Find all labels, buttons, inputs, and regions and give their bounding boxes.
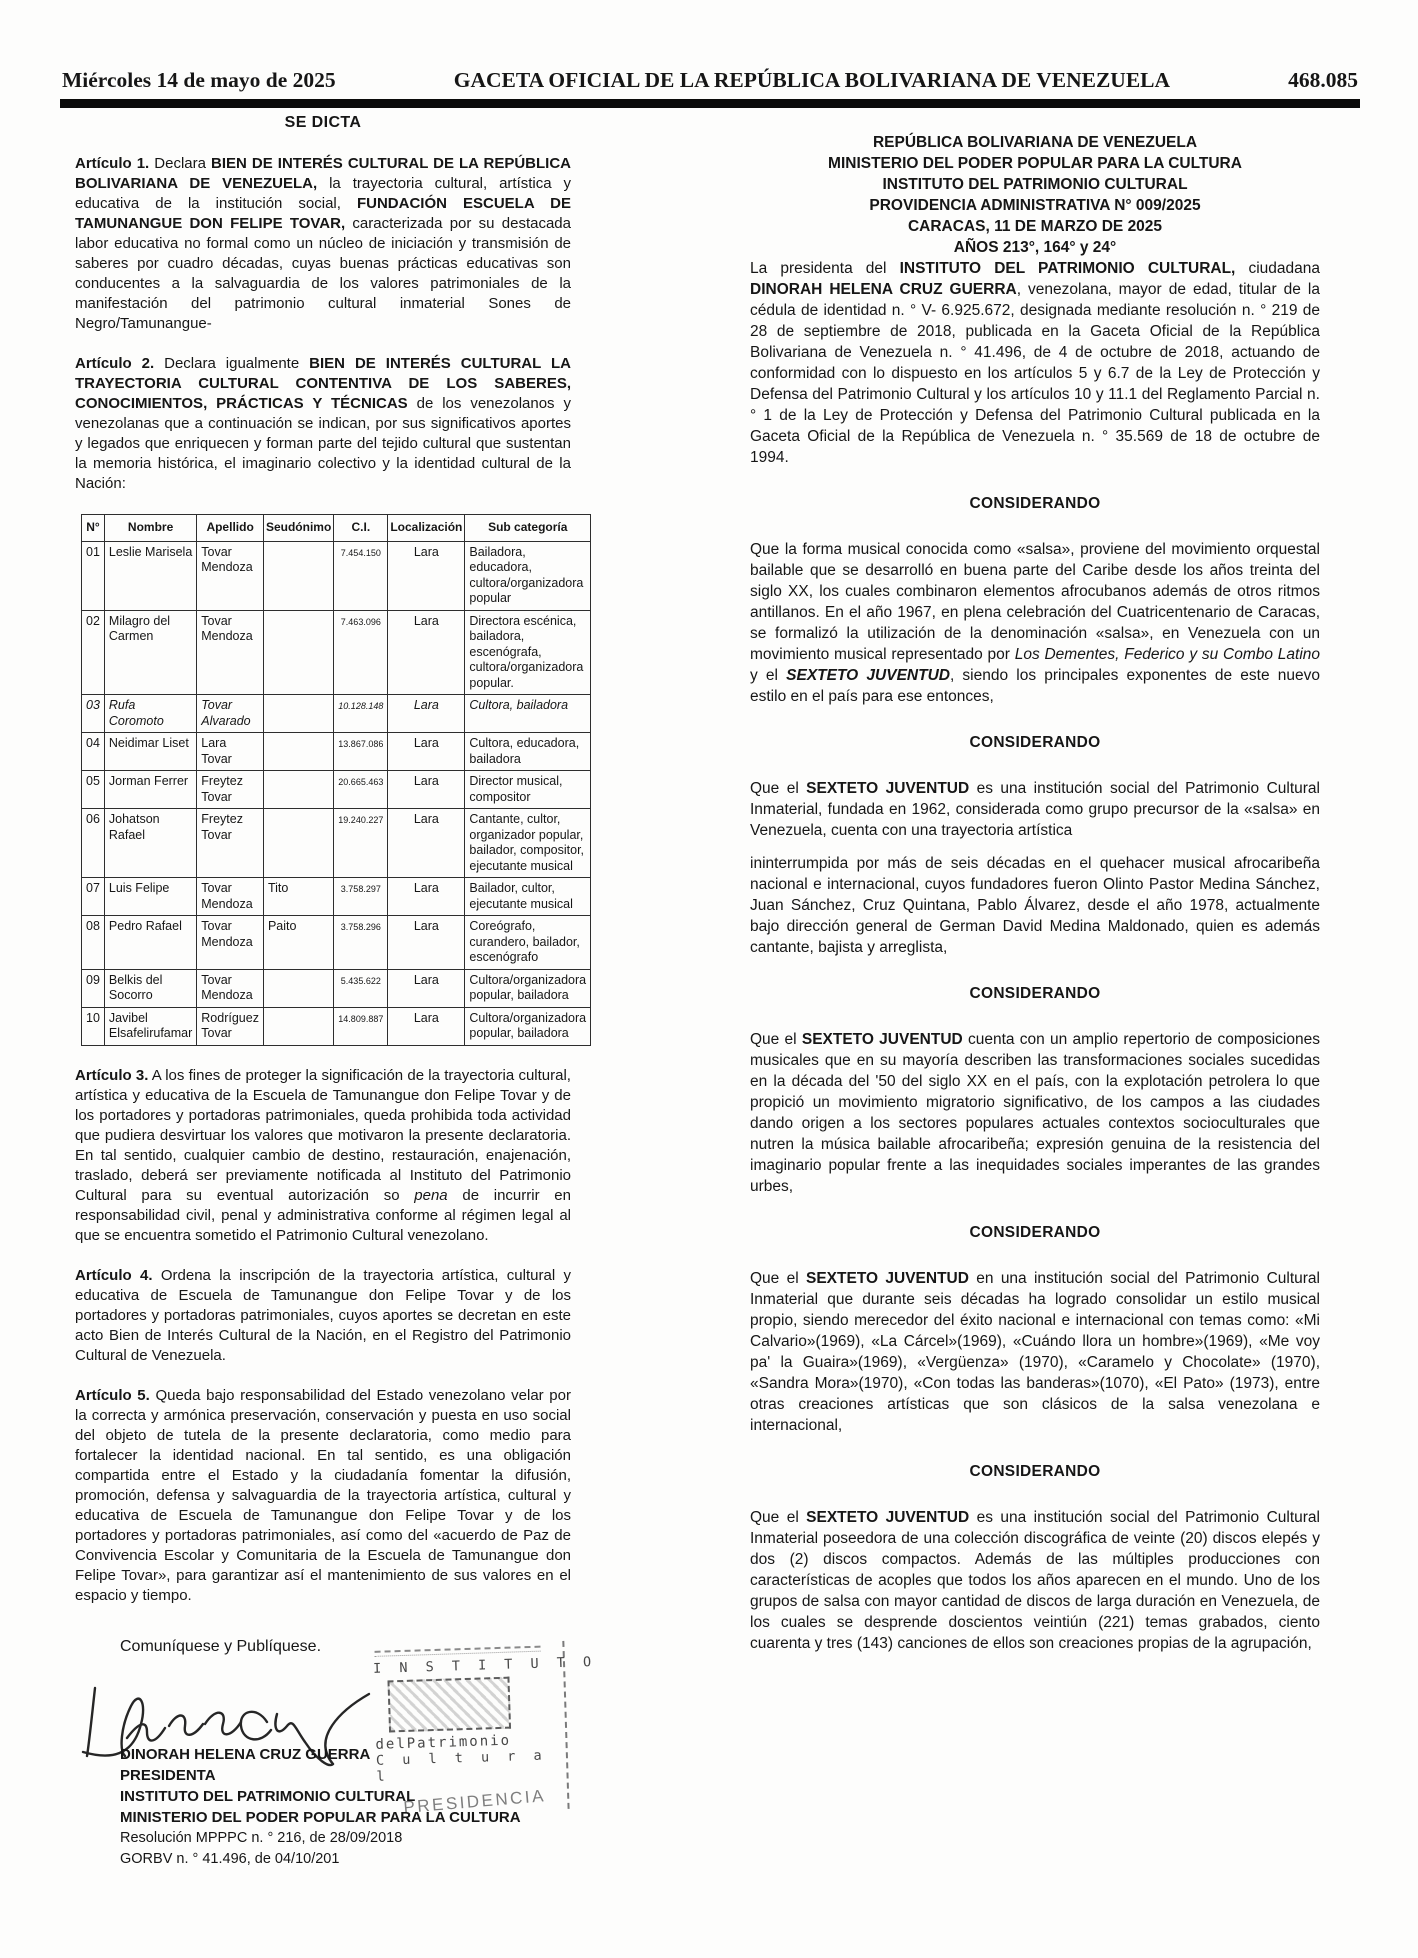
table-cell: Pedro Rafael xyxy=(104,916,196,970)
gazette-title: GACETA OFICIAL DE LA REPÚBLICA BOLIVARIANA DE VENEZUELA xyxy=(453,68,1171,92)
providencia-intro-paragraph xyxy=(750,258,1320,468)
table-cell: Lara xyxy=(388,771,465,809)
text-segment: es una institución social del Patrimonio Cultural Inmaterial, fundada en 1962, considerada como grupo precursor de la «salsa» en Venezuela, cuenta con una trayectoria artística xyxy=(750,780,1320,839)
signatory-title: PRESIDENTA xyxy=(120,1766,216,1784)
table-row xyxy=(82,695,591,733)
text-segment: ininterrumpida por más de seis décadas en el quehacer musical afrocaribeña nacional e internacional, cuyos fundadores fueron Olinto Pastor Medina Sánchez, Juan Sánchez, Cruz Quintana, Pablo Álvarez, desde el año 1978, actualmente bajo dirección general de German David Medina Maldonado, quien es además cantante, bajista y arreglista, xyxy=(750,855,1320,956)
stamp-presidencia-text: PRESIDENCIA xyxy=(402,1785,547,1817)
text-segment: Artículo 1. xyxy=(75,155,150,172)
right-column xyxy=(750,132,1320,1654)
table-cell: 3.758.297 xyxy=(334,878,388,916)
page-number: 468.085 xyxy=(1288,68,1358,92)
table-cell: Lara xyxy=(388,878,465,916)
text-segment: SEXTETO JUVENTUD xyxy=(806,1270,969,1287)
se-dicta-heading: SE DICTA xyxy=(284,114,362,131)
article-1-paragraph xyxy=(75,154,571,334)
table-cell: 10.128.148 xyxy=(334,695,388,733)
table-cell: 04 xyxy=(82,733,105,771)
table-cell xyxy=(263,695,333,733)
table-row xyxy=(82,541,591,610)
bearers-table xyxy=(81,514,591,1046)
table-cell: Tovar Mendoza xyxy=(197,541,264,610)
table-cell: Lara xyxy=(388,1007,465,1045)
text-segment: Que el xyxy=(750,1270,806,1287)
table-cell: Rufa Coromoto xyxy=(104,695,196,733)
text-segment: Artículo 4. xyxy=(75,1266,153,1284)
table-cell: Tito xyxy=(263,878,333,916)
table-row xyxy=(82,809,591,878)
signatory-institution: INSTITUTO DEL PATRIMONIO CULTURAL xyxy=(120,1787,416,1805)
text-segment: caracterizada por su destacada labor educativa no formal como un núcleo de iniciación y transmisión de saberes por cuadro décadas, cuyas buenas prácticas educativas son conducentes a la salvaguardia de los valores patrimoniales de la manifestación del patrimonio cultural inmaterial Sones de Negro/Tamunangue- xyxy=(75,215,571,332)
table-column-header: Nombre xyxy=(104,515,196,542)
considerando-paragraph xyxy=(750,853,1320,958)
table-row xyxy=(82,771,591,809)
text-segment: la trayectoria cultural, artística y educativa de la institución social, xyxy=(75,175,572,212)
signatory-ministry: MINISTERIO DEL PODER POPULAR PARA LA CULTURA xyxy=(120,1808,521,1826)
article-2-paragraph xyxy=(75,354,571,494)
table-cell: Director musical, compositor xyxy=(465,771,591,809)
text-segment: FUNDACIÓN ESCUELA DE TAMUNANGUE DON FELIPE TOVAR, xyxy=(75,195,571,232)
table-cell: Milagro del Carmen xyxy=(104,610,196,695)
text-segment: Que el xyxy=(750,780,807,797)
article-5-paragraph xyxy=(75,1386,571,1606)
text-segment: Artículo 3. xyxy=(75,1066,149,1084)
table-row xyxy=(82,1007,591,1045)
table-cell: Bailadora, educadora, cultora/organizadora popular xyxy=(465,541,591,610)
considerando-paragraph xyxy=(750,1268,1320,1436)
table-cell: Freytez Tovar xyxy=(197,809,264,878)
stamp-border-noise xyxy=(375,1645,541,1656)
table-cell: Freytez Tovar xyxy=(197,771,264,809)
text-segment: Artículo 5. xyxy=(75,1386,150,1404)
considerando-heading: CONSIDERANDO xyxy=(969,1463,1101,1480)
table-cell: 03 xyxy=(82,695,105,733)
table-cell xyxy=(263,1007,333,1045)
providencia-header-line: CARACAS, 11 DE MARZO DE 2025 xyxy=(907,218,1163,235)
table-cell: 08 xyxy=(82,916,105,970)
signatory-block xyxy=(120,1744,521,1870)
table-cell: 7.454.150 xyxy=(334,541,388,610)
considerando-heading: CONSIDERANDO xyxy=(969,495,1101,512)
text-segment: Declara igualmente xyxy=(154,355,310,372)
table-cell: 06 xyxy=(82,809,105,878)
table-cell: Lara xyxy=(388,610,465,695)
table-row xyxy=(82,969,591,1007)
table-row xyxy=(82,916,591,970)
table-cell: 09 xyxy=(82,969,105,1007)
considerando-heading: CONSIDERANDO xyxy=(969,1224,1101,1241)
table-cell: 13.867.086 xyxy=(334,733,388,771)
providencia-header-line: AÑOS 213°, 164° y 24° xyxy=(953,239,1117,256)
table-cell: 14.809.887 xyxy=(334,1007,388,1045)
table-cell: 3.758.296 xyxy=(334,916,388,970)
text-segment: , siendo los principales exponentes de este nuevo estilo en el país para ese entonces, xyxy=(750,667,1320,705)
text-segment: de los venezolanos y venezolanas que a continuación se indican, por sus significativos aportes y legados que enriquecen y forman parte del tejido cultural que sustentan la memoria histórica, el imaginario colectivo y la identidad cultural de la Nación: xyxy=(75,395,571,492)
table-row xyxy=(82,733,591,771)
table-cell: Rodríguez Tovar xyxy=(197,1007,264,1045)
table-column-header: Apellido xyxy=(197,515,264,542)
article-3-paragraph xyxy=(75,1066,571,1246)
text-segment: ciudadana xyxy=(1235,260,1321,277)
considerando-paragraph xyxy=(750,1029,1320,1197)
stamp-delpatrimonio-text: delPatrimonio xyxy=(375,1732,512,1753)
table-cell: 7.463.096 xyxy=(334,610,388,695)
stamp-cultural-text: C u l t u r a l xyxy=(375,1747,547,1785)
signature-zone xyxy=(75,1637,597,1958)
table-cell: Lara xyxy=(388,809,465,878)
closing-formula: Comuníquese y Publíquese. xyxy=(120,1637,322,1655)
providencia-header xyxy=(750,132,1320,258)
text-segment: DINORAH HELENA CRUZ GUERRA xyxy=(750,281,1017,298)
article-4-paragraph xyxy=(75,1266,571,1366)
table-cell: Lara xyxy=(388,916,465,970)
table-cell: Cultora, educadora, bailadora xyxy=(465,733,591,771)
table-column-header: Seudónimo xyxy=(263,515,333,542)
table-cell: Tovar Mendoza xyxy=(197,969,264,1007)
providencia-header-line: REPÚBLICA BOLIVARIANA DE VENEZUELA xyxy=(872,134,1198,151)
text-segment: BIEN DE INTERÉS CULTURAL LA TRAYECTORIA CULTURAL CONTENTIVA DE LOS SABERES, CONOCIMIENTOS, PRÁCTICAS Y TÉCNICAS xyxy=(75,355,571,412)
providencia-header-line: MINISTERIO DEL PODER POPULAR PARA LA CULTURA xyxy=(828,155,1242,172)
table-cell: Paito xyxy=(263,916,333,970)
table-cell: Javibel Elsafelirufamar xyxy=(104,1007,196,1045)
table-cell xyxy=(263,809,333,878)
text-segment: INSTITUTO DEL PATRIMONIO CULTURAL, xyxy=(899,260,1236,277)
table-cell: Cultora, bailadora xyxy=(465,695,591,733)
table-cell: Coreógrafo, curandero, bailador, escenógrafo xyxy=(465,916,591,970)
table-cell: Cultora/organizadora popular, bailadora xyxy=(465,969,591,1007)
signatory-resolution: Resolución MPPPC n. ° 216, de 28/09/2018 xyxy=(120,1829,403,1846)
table-cell: Lara xyxy=(388,733,465,771)
text-segment: SEXTETO JUVENTUD xyxy=(806,1509,970,1526)
text-segment: Artículo 2. xyxy=(75,355,155,372)
text-segment: , venezolana, mayor de edad, titular de la cédula de identidad n. ° V- 6.925.672, designada mediante resolución n. ° 219 de 28 de septiembre de 2018, publicada en la Gaceta Oficial de la República Bolivariana de Venezuela n. ° 41.496, de 4 de octubre de 2018, actuando de conformidad con lo dispuesto en los artículos 5 y 6.7 de la Ley de Protección y Defensa del Patrimonio Cultural y los artículos 10 y 11.1 del Reglamento Parcial n. ° 1 de la Ley de Protección y Defensa del Patrimonio Cultural publicada en la Gaceta Oficial de la República de Venezuela n. ° 35.569 de 18 de octubre de 1994. xyxy=(750,281,1320,466)
issue-date: Miércoles 14 de mayo de 2025 xyxy=(62,68,336,92)
table-cell: Belkis del Socorro xyxy=(104,969,196,1007)
table-cell: 02 xyxy=(82,610,105,695)
table-cell xyxy=(263,969,333,1007)
text-segment: Que el xyxy=(750,1509,807,1526)
table-cell: Neidimar Liset xyxy=(104,733,196,771)
considerando-heading: CONSIDERANDO xyxy=(969,985,1101,1002)
text-segment: BIEN DE INTERÉS CULTURAL DE LA REPÚBLICA BOLIVARIANA DE VENEZUELA, xyxy=(75,155,571,192)
text-segment: pena xyxy=(414,1186,448,1204)
table-column-header: C.I. xyxy=(334,515,388,542)
text-segment: Declara xyxy=(149,155,212,172)
considerando-paragraph xyxy=(750,1507,1320,1654)
table-row xyxy=(82,610,591,695)
table-cell: Luis Felipe xyxy=(104,878,196,916)
table-row xyxy=(82,878,591,916)
table-cell: 07 xyxy=(82,878,105,916)
stamp-institute-text: I N S T I T U T O xyxy=(372,1653,597,1677)
table-cell: Tovar Mendoza xyxy=(197,878,264,916)
table-column-header: Localización xyxy=(388,515,465,542)
table-cell: Tovar Alvarado xyxy=(197,695,264,733)
table-cell xyxy=(263,610,333,695)
table-cell: Lara xyxy=(388,695,465,733)
table-cell xyxy=(263,733,333,771)
table-cell: Leslie Marisela xyxy=(104,541,196,610)
considerando-sections xyxy=(750,495,1320,1654)
text-segment: Los Dementes, Federico y su Combo Latino xyxy=(1014,646,1321,663)
text-segment: La presidenta del xyxy=(750,260,900,277)
considerando-paragraph xyxy=(750,778,1320,841)
considerando-paragraph xyxy=(750,539,1320,707)
providencia-header-line: INSTITUTO DEL PATRIMONIO CULTURAL xyxy=(882,176,1188,193)
table-cell: 01 xyxy=(82,541,105,610)
text-segment: Queda bajo responsabilidad del Estado venezolano velar por la correcta y armónica preservación, conservación y puesta en uso social del objeto de tutela de la presente declaratoria, como medio para fortalecer la identidad nacional. En tal sentido, es una obligación compartida entre el Estado y la ciudadanía fomentar la difusión, promoción, defensa y salvaguardia de la trayectoria artística, cultural y educativa de Escuela de Tamunangue don Felipe Tovar y de los portadores y portadoras patrimoniales, así como del «acuerdo de Paz de Convivencia Escolar y Comunitaria de la Escuela de Tamunangue don Felipe Tovar», para garantizar así el mantenimiento de sus valores en el espacio y tiempo. xyxy=(75,1386,571,1604)
table-cell: 19.240.227 xyxy=(334,809,388,878)
text-segment: cuenta con un amplio repertorio de composiciones musicales que en su mayoría describen las transformaciones sociales sucedidas en la década del '50 del siglo XX en el país, con la explotación petrolera lo que propició un movimiento migratorio significativo, de los campos a las ciudades dando origen a los sectores populares actuales contextos socioculturales que nutren la música bailable afrocaribeña; expresión genuina de la resistencia del imaginario popular frente a las inequidades sociales imperantes de las grandes urbes, xyxy=(750,1031,1320,1195)
left-column xyxy=(75,114,597,1958)
text-segment: y el xyxy=(750,667,787,684)
text-segment: de incurrir en responsabilidad civil, penal y administrativa conforme al régimen legal al que se encuentra sometido el Patrimonio Cultural venezolano. xyxy=(75,1186,571,1244)
table-cell: Directora escénica, bailadora, escenógrafa, cultora/organizadora popular. xyxy=(465,610,591,695)
table-cell: Lara Tovar xyxy=(197,733,264,771)
table-cell: 20.665.463 xyxy=(334,771,388,809)
text-segment: Ordena la inscripción de la trayectoria artística, cultural y educativa de Escuela de Tamunangue don Felipe Tovar y de los portadores y portadoras patrimoniales, cuyos aportes se decretan en este acto Bien de Interés Cultural de la Nación, en el Registro del Patrimonio Cultural de Venezuela. xyxy=(75,1266,571,1364)
table-cell: Jorman Ferrer xyxy=(104,771,196,809)
table-cell: Lara xyxy=(388,969,465,1007)
providencia-header-line: PROVIDENCIA ADMINISTRATIVA N° 009/2025 xyxy=(869,197,1201,214)
text-segment: es una institución social del Patrimonio Cultural Inmaterial poseedora de una colección discográfica de veinte (20) discos elepés y dos (2) discos compactos. Además de las múltiples producciones con características de acoples que todos los años aparecen en el mundo. Uno de los grupos de salsa con mayor cantidad de discos de larga duración en Venezuela, de los cuales se desprende doscientos veintiún (221) temas grabados, ciento cuarenta y tres (143) canciones de ellos son creaciones propias de la agrupación, xyxy=(750,1509,1320,1652)
text-segment: SEXTETO JUVENTUD xyxy=(801,1031,963,1048)
header-divider-bar xyxy=(60,99,1360,108)
table-cell xyxy=(263,771,333,809)
table-cell: Tovar Mendoza xyxy=(197,916,264,970)
signatory-gazette-ref: GORBV n. ° 41.496, de 04/10/201 xyxy=(120,1850,340,1867)
text-segment: SEXTETO JUVENTUD xyxy=(806,780,970,797)
table-header-row xyxy=(82,515,591,542)
page-header xyxy=(62,68,1358,93)
text-segment: SEXTETO JUVENTUD xyxy=(786,667,950,684)
table-column-header: Sub categoría xyxy=(465,515,591,542)
table-cell: Tovar Mendoza xyxy=(197,610,264,695)
table-cell xyxy=(263,541,333,610)
text-segment: en una institución social del Patrimonio Cultural Inmaterial que durante seis décadas ha logrado consolidar un estilo musical propio, siendo merecedor del éxito nacional e internacional con temas como: «Mi Calvario»(1969), «La Cárcel»(1969), «Cuándo llora un hombre»(1969), «Me voy pa' la Guaira»(1969), «Vergüenza» (1970), «Caramelo y Chocolate» (1970), «Sandra Mora»(1970), «Con todas las banderas»(1070), «El Pato» (1973), entre otras creaciones artísticas que son clásicos de la salsa venezolana e internacional, xyxy=(750,1270,1320,1434)
table-cell: 05 xyxy=(82,771,105,809)
text-segment: Que el xyxy=(750,1031,802,1048)
table-cell: Lara xyxy=(388,541,465,610)
table-cell: 10 xyxy=(82,1007,105,1045)
table-cell: Bailador, cultor, ejecutante musical xyxy=(465,878,591,916)
table-cell: Johatson Rafael xyxy=(104,809,196,878)
table-cell: 5.435.622 xyxy=(334,969,388,1007)
text-segment: A los fines de proteger la significación de la trayectoria cultural, artística y educativa de la Escuela de Tamunangue don Felipe Tovar y de los portadores y portadoras patrimoniales, queda prohibida toda actividad que pudiera desvirtuar los valores que motivaron la presente declaratoria. En tal sentido, cualquier cambio de destino, restauración, enajenación, traslado, deberá ser previamente notificada al Instituto del Patrimonio Cultural para su eventual autorización so xyxy=(75,1066,571,1204)
signatory-name: DINORAH HELENA CRUZ GUERRA xyxy=(120,1745,371,1763)
table-cell: Cantante, cultor, organizador popular, bailador, compositor, ejecutante musical xyxy=(465,809,591,878)
table-cell: Cultora/organizadora popular, bailadora xyxy=(465,1007,591,1045)
table-column-header: N° xyxy=(82,515,105,542)
text-segment: Que la forma musical conocida como «salsa», proviene del movimiento orquestal bailable que se desarrolló en buena parte del Caribe desde los años treinta del siglo XX, los cuales combinaron elementos afrocubanos además de otros ritmos antillanos. En el año 1967, en plena celebración del Cuatricentenario de Caracas, se formalizó la utilización de la denominación «salsa», en Venezuela con un movimiento musical representado por xyxy=(750,541,1320,663)
considerando-heading: CONSIDERANDO xyxy=(969,734,1101,751)
